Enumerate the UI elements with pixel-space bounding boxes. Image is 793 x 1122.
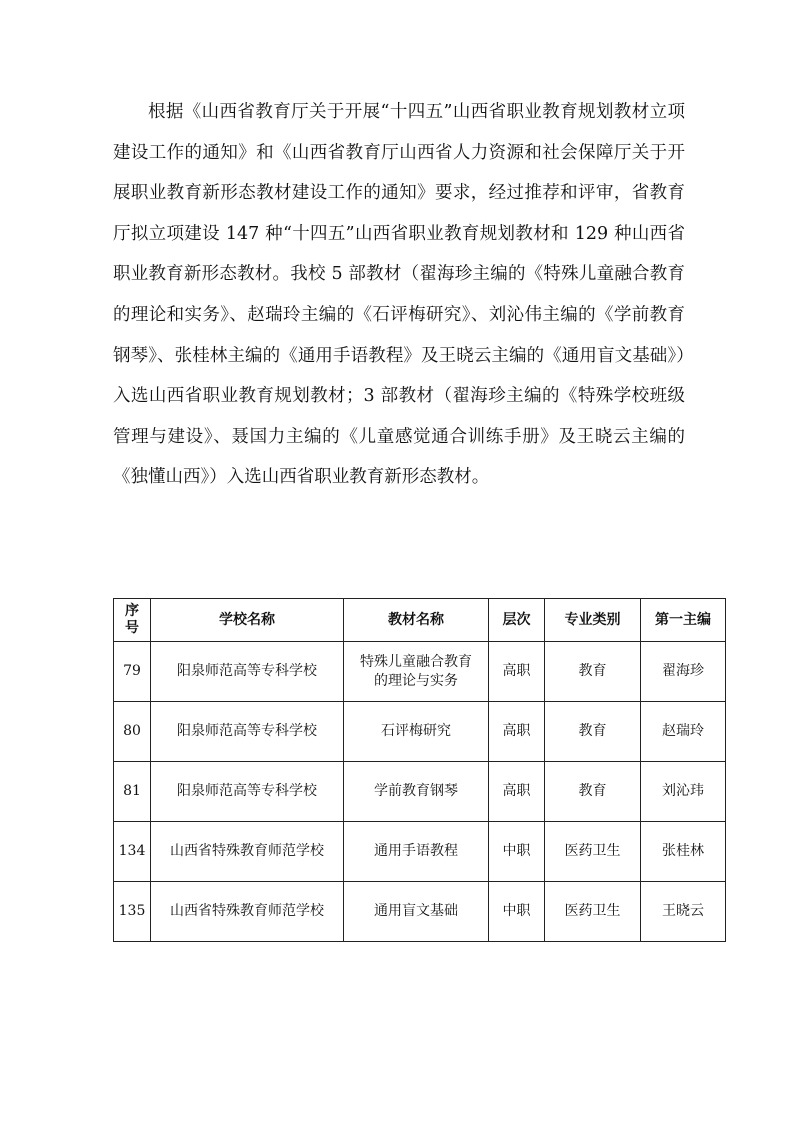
header-level: 层次: [489, 599, 545, 642]
cell-editor: 王晓云: [641, 882, 726, 942]
cell-category: 教育: [545, 702, 641, 762]
cell-textbook: 通用盲文基础: [344, 882, 489, 942]
cell-school: 山西省特殊教育师范学校: [151, 882, 344, 942]
cell-category: 医药卫生: [545, 882, 641, 942]
cell-seq: 135: [114, 882, 151, 942]
header-textbook: 教材名称: [344, 599, 489, 642]
cell-category: 医药卫生: [545, 822, 641, 882]
cell-level: 高职: [489, 642, 545, 702]
cell-textbook: 石评梅研究: [344, 702, 489, 762]
table-header-row: [114, 599, 726, 642]
cell-school: 阳泉师范高等专科学校: [151, 762, 344, 822]
cell-school: 阳泉师范高等专科学校: [151, 702, 344, 762]
cell-seq: 81: [114, 762, 151, 822]
cell-seq: 80: [114, 702, 151, 762]
cell-editor: 赵瑞玲: [641, 702, 726, 762]
announcement-paragraph: 根据《山西省教育厅关于开展“十四五”山西省职业教育规划教材立项建设工作的通知》和《山西省教育厅山西省人力资源和社会保障厅关于开展职业教育新形态教材建设工作的通知》要求，经过推荐和评审，省教育厅拟立项建设 147 种“十四五”山西省职业教育规划教材和 129 种山西省职业教育新形态教材。我校 5 部教材（翟海珍主编的《特殊儿童融合教育的理论和实务》、赵瑞玲主编的《石评梅研究》、刘沁伟主编的《学前教育钢琴》、张桂林主编的《通用手语教程》及王晓云主编的《通用盲文基础》）入选山西省职业教育规划教材；3 部教材（翟海珍主编的《特殊学校班级管理与建设》、聂国力主编的《儿童感觉通合训练手册》及王晓云主编的《独懂山西》）入选山西省职业教育新形态教材。: [113, 102, 685, 488]
table-row: [114, 882, 726, 942]
cell-textbook: 特殊儿童融合教育的理论与实务: [344, 642, 489, 702]
table-row: [114, 702, 726, 762]
cell-school: 阳泉师范高等专科学校: [151, 642, 344, 702]
cell-editor: 刘沁玮: [641, 762, 726, 822]
cell-seq: 134: [114, 822, 151, 882]
cell-textbook: 学前教育钢琴: [344, 762, 489, 822]
cell-level: 中职: [489, 882, 545, 942]
cell-seq: 79: [114, 642, 151, 702]
cell-level: 高职: [489, 702, 545, 762]
table-row: [114, 642, 726, 702]
cell-category: 教育: [545, 642, 641, 702]
header-school: 学校名称: [151, 599, 344, 642]
header-editor: 第一主编: [641, 599, 726, 642]
cell-school: 山西省特殊教育师范学校: [151, 822, 344, 882]
cell-level: 高职: [489, 762, 545, 822]
cell-level: 中职: [489, 822, 545, 882]
textbook-table: [113, 598, 726, 942]
cell-editor: 张桂林: [641, 822, 726, 882]
cell-category: 教育: [545, 762, 641, 822]
header-category: 专业类别: [545, 599, 641, 642]
table-row: [114, 762, 726, 822]
cell-editor: 翟海珍: [641, 642, 726, 702]
header-seq: 序号: [114, 599, 151, 642]
cell-textbook: 通用手语教程: [344, 822, 489, 882]
table-row: [114, 822, 726, 882]
